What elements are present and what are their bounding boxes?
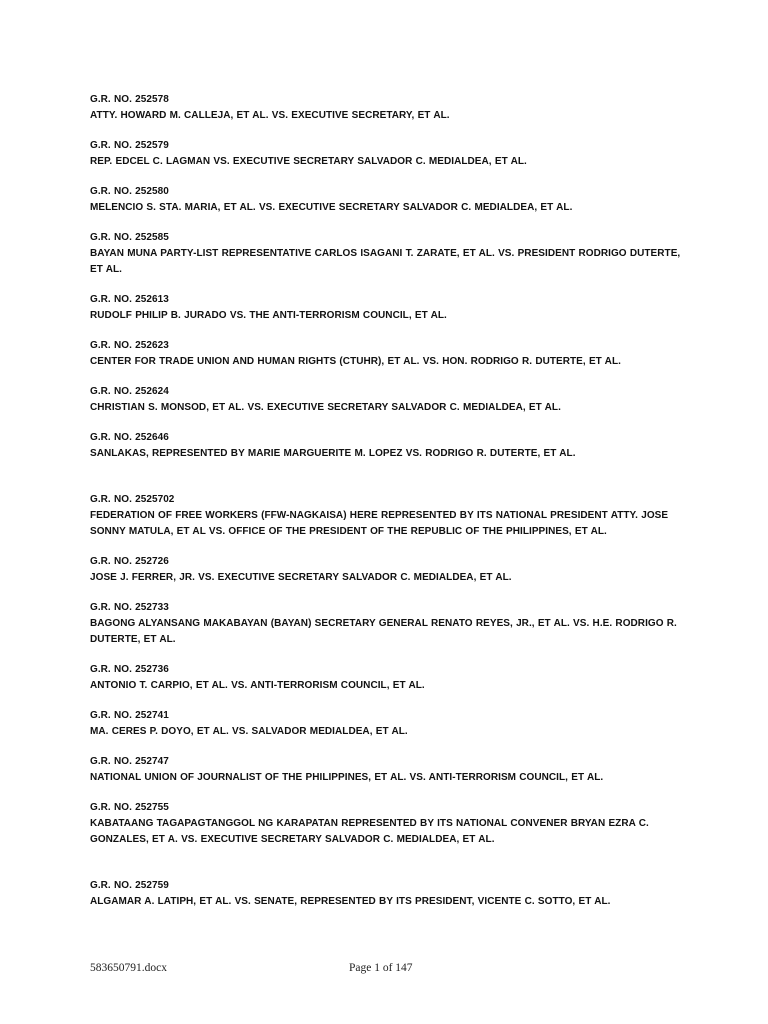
case-title: BAGONG ALYANSANG MAKABAYAN (BAYAN) SECRETARY GENERAL RENATO REYES, JR., ET AL. VS. H.E. RODRIGO R. DUTERTE, ET AL. [90,618,677,645]
case-number: G.R. NO. 252624 [90,386,169,397]
case-title: MELENCIO S. STA. MARIA, ET AL. VS. EXECUTIVE SECRETARY SALVADOR C. MEDIALDEA, ET AL. [90,202,573,213]
case-number: G.R. NO. 252613 [90,294,169,305]
case-title: MA. CERES P. DOYO, ET AL. VS. SALVADOR MEDIALDEA, ET AL. [90,726,408,737]
case-title: KABATAANG TAGAPAGTANGGOL NG KARAPATAN REPRESENTED BY ITS NATIONAL CONVENER BRYAN EZRA C. GONZALES, ET A. VS. EXECUTIVE SECRETARY SALVADOR C. MEDIALDEA, ET AL. [90,818,649,845]
case-entry [90,600,690,648]
case-number: G.R. NO. 252755 [90,802,169,813]
case-number: G.R. NO. 2525702 [90,494,175,505]
case-title: BAYAN MUNA PARTY-LIST REPRESENTATIVE CARLOS ISAGANI T. ZARATE, ET AL. VS. PRESIDENT RODRIGO DUTERTE, ET AL. [90,248,681,275]
case-number: G.R. NO. 252733 [90,602,169,613]
page-footer [90,962,690,978]
case-number: G.R. NO. 252580 [90,186,169,197]
case-entry [90,384,690,416]
case-title: FEDERATION OF FREE WORKERS (FFW-NAGKAISA) HERE REPRESENTED BY ITS NATIONAL PRESIDENT ATTY. JOSE SONNY MATULA, ET AL VS. OFFICE OF THE PRESIDENT OF THE REPUBLIC OF THE PHILIPPINES, ET AL. [90,510,669,537]
case-title: RUDOLF PHILIP B. JURADO VS. THE ANTI-TERRORISM COUNCIL, ET AL. [90,310,447,321]
case-title: REP. EDCEL C. LAGMAN VS. EXECUTIVE SECRETARY SALVADOR C. MEDIALDEA, ET AL. [90,156,527,167]
case-title: CHRISTIAN S. MONSOD, ET AL. VS. EXECUTIVE SECRETARY SALVADOR C. MEDIALDEA, ET AL. [90,402,561,413]
case-title: SANLAKAS, REPRESENTED BY MARIE MARGUERITE M. LOPEZ VS. RODRIGO R. DUTERTE, ET AL. [90,448,576,459]
case-number: G.R. NO. 252579 [90,140,169,151]
case-entry [90,230,690,278]
case-title: ANTONIO T. CARPIO, ET AL. VS. ANTI-TERRORISM COUNCIL, ET AL. [90,680,425,691]
case-entry [90,754,690,786]
footer-page-number: Page 1 of 147 [349,962,413,974]
case-entry [90,492,690,540]
case-number: G.R. NO. 252585 [90,232,169,243]
case-entry [90,138,690,170]
case-number: G.R. NO. 252623 [90,340,169,351]
case-number: G.R. NO. 252741 [90,710,169,721]
case-entry [90,800,690,848]
case-number: G.R. NO. 252646 [90,432,169,443]
case-entry [90,292,690,324]
case-entry [90,708,690,740]
case-title: ATTY. HOWARD M. CALLEJA, ET AL. VS. EXECUTIVE SECRETARY, ET AL. [90,110,450,121]
case-number: G.R. NO. 252759 [90,880,169,891]
case-number: G.R. NO. 252578 [90,94,169,105]
case-number: G.R. NO. 252747 [90,756,169,767]
case-number: G.R. NO. 252726 [90,556,169,567]
case-entry [90,430,690,462]
case-entry [90,662,690,694]
case-list [90,92,690,924]
case-number: G.R. NO. 252736 [90,664,169,675]
case-entry [90,184,690,216]
case-title: ALGAMAR A. LATIPH, ET AL. VS. SENATE, REPRESENTED BY ITS PRESIDENT, VICENTE C. SOTTO, ET AL. [90,896,611,907]
case-entry [90,878,690,910]
case-title: NATIONAL UNION OF JOURNALIST OF THE PHILIPPINES, ET AL. VS. ANTI-TERRORISM COUNCIL, ET AL. [90,772,604,783]
footer-filename: 583650791.docx [90,962,167,974]
case-entry [90,92,690,124]
case-entry [90,338,690,370]
case-title: CENTER FOR TRADE UNION AND HUMAN RIGHTS (CTUHR), ET AL. VS. HON. RODRIGO R. DUTERTE, ET AL. [90,356,621,367]
case-title: JOSE J. FERRER, JR. VS. EXECUTIVE SECRETARY SALVADOR C. MEDIALDEA, ET AL. [90,572,512,583]
case-entry [90,554,690,586]
